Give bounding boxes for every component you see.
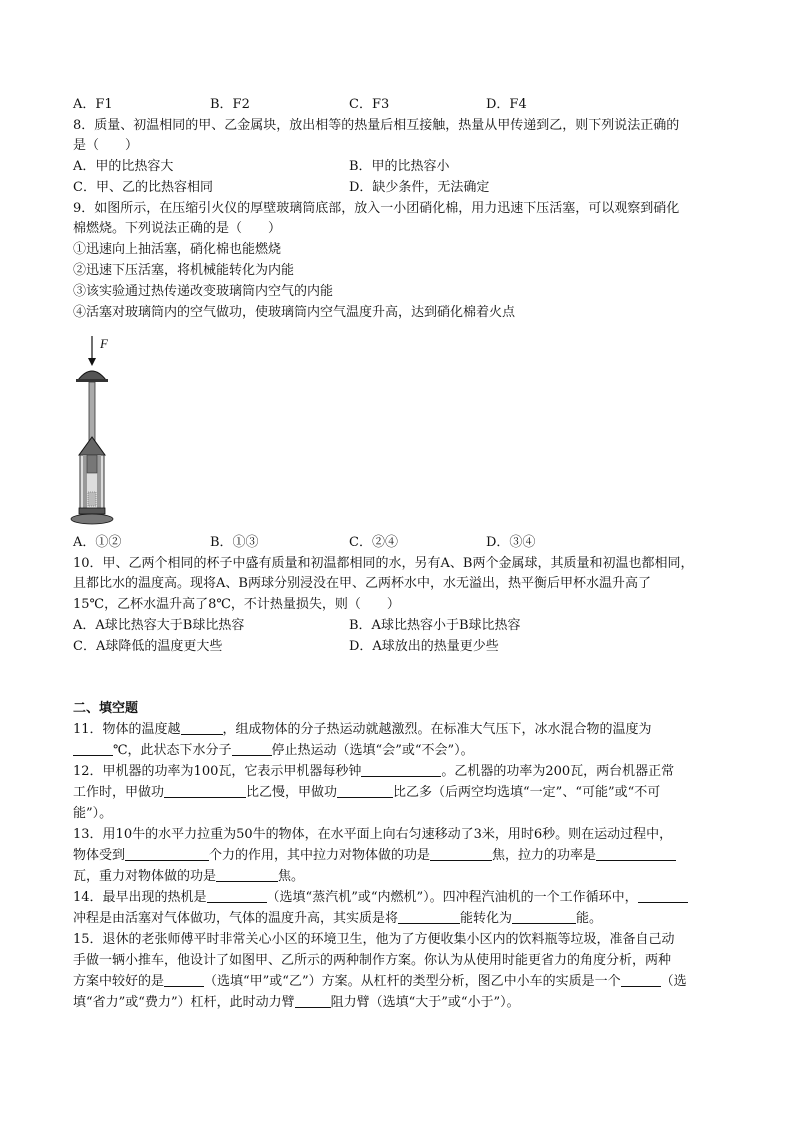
q13-blank-1[interactable] [125,846,209,861]
q10-option-c: C．A球降低的温度更大些 [73,639,223,654]
nitrocellulose [88,492,96,506]
q11-text: ℃，此状态下水分子 [113,743,232,758]
q7-option-b: B．F2 [210,97,250,112]
q11-text: ，组成物体的分子热运动就越激烈。在标准大气压下，冰水混合物的温度为 [222,722,652,737]
q11-line2 [73,741,733,761]
base-collar [79,508,105,514]
q14-text: 14．最早出现的热机是 [73,890,207,905]
q13-text: 个力的作用，其中拉力对物体做的功是 [209,848,431,863]
q9-statement-3: ③该实验通过热传递改变玻璃筒内空气的内能 [73,284,334,299]
q10-stem-line1: 10．甲、乙两个相同的杯子中盛有质量和初温都相同的水，另有A、B两个金属球，其质量和初温也都相同， [73,556,694,571]
q14-text: 能转化为 [460,911,513,926]
q9-option-d: D．③④ [486,535,536,550]
q10-option-d: D．A球放出的热量更少些 [349,639,499,654]
q14-text: 能。 [576,911,603,926]
q9-statement-2: ②迅速下压活塞，将机械能转化为内能 [73,263,295,278]
q12-text: 工作时，甲做功 [73,785,165,800]
q12-text: 比乙慢，甲做功 [246,785,338,800]
q10-option-a: A．A球比热容大于B球比热容 [73,618,245,633]
q9-statement-4: ④活塞对玻璃筒内的空气做功，使玻璃筒内空气温度升高，达到硝化棉着火点 [73,305,516,320]
q14-line2 [73,909,733,929]
barrel-top-cone [79,437,105,455]
q9-stem-line2: 棉燃烧。下列说法正确的是（ ） [73,221,282,236]
glass-tube-shade-right [97,455,101,509]
q13-blank-4[interactable] [216,867,278,882]
q14-blank-4[interactable] [512,909,576,924]
q13-text: 焦。 [278,869,305,884]
q14-text: （选填“蒸汽机”或“内燃机”）。四冲程汽油机的一个工作循环中， [266,890,638,905]
q14-blank-2-head[interactable] [638,888,688,903]
q10-stem-line2: 且都比水的温度高。现将A、B两球分别浸没在甲、乙两杯水中，水无溢出，热平衡后甲杯水温升高了 [73,576,651,591]
q14-text: 冲程是由活塞对气体做功，气体的温度升高，其实质是将 [73,911,399,926]
q15-text: 方案中较好的是 [73,974,165,989]
piston-head [87,455,97,473]
q12-text: 比乙多（后两空均选填“一定”、“可能”或“不可 [393,785,661,800]
q12-blank-1[interactable] [361,762,441,777]
q13-text: 瓦，重力对物体做的功是 [73,869,217,884]
q8-option-c: C．甲、乙的比热容相同 [73,180,213,195]
piston-cap-rim [76,379,108,382]
q12-line1 [73,762,733,782]
q7-option-c: C．F3 [349,97,390,112]
q11-text: 停止热运动（选填“会”或“不会”）。 [271,743,474,758]
q12-text: 。乙机器的功率为200瓦，两台机器正常 [441,764,675,779]
q13-line1: 13．用10牛的水平力拉重为50牛的物体，在水平面上向右匀速移动了3米，用时6秒。则在运动过程中， [73,827,673,842]
q13-line2 [73,846,733,866]
q15-line4 [73,993,733,1013]
q8-stem-line2: 是（ ） [73,138,139,153]
q13-line3 [73,867,733,887]
q7-option-d: D．F4 [486,97,527,112]
q8-stem-line1: 8．质量、初温相同的甲、乙金属块，放出相等的热量后相互接触，热量从甲传递到乙，则下列说法正确的 [73,118,680,133]
q14-blank-3[interactable] [398,909,460,924]
q15-blank-2[interactable] [621,972,661,987]
fire-syringe-figure [70,334,150,526]
q15-text: 填“省力”或“费力”）杠杆，此时动力臂 [73,995,295,1010]
q11-blank-3[interactable] [232,741,272,756]
q10-option-b: B．A球比热容小于B球比热容 [349,618,521,633]
q13-text: 焦，拉力的功率是 [492,848,597,863]
section-heading-fill-in: 二、填空题 [73,701,139,716]
glass-tube-shade-left [83,455,87,509]
q13-blank-3[interactable] [596,846,676,861]
q8-option-a: A．甲的比热容大 [73,159,174,174]
q15-blank-3[interactable] [295,993,331,1008]
q7-option-a: A．F1 [73,97,113,112]
q11-blank-1[interactable] [181,720,223,735]
q13-text: 物体受到 [73,848,126,863]
q11-line1 [73,720,733,740]
q9-option-c: C．②④ [349,535,398,550]
q15-line1: 15．退休的老张师傅平时非常关心小区的环境卫生，他为了方便收集小区内的饮料瓶等垃圾，准备自己动 [73,932,675,947]
q12-blank-2[interactable] [164,783,246,798]
q14-blank-1[interactable] [207,888,267,903]
q12-line2 [73,783,733,803]
q15-blank-1[interactable] [164,972,204,987]
q15-line2: 手做一辆小推车，他设计了如图甲、乙所示的两种制作方案。你认为从使用时能更省力的角度分析，两种 [73,953,672,968]
q9-option-b: B．①③ [210,535,259,550]
q8-option-b: B．甲的比热容小 [349,159,450,174]
q15-text: （选 [660,974,687,989]
q14-line1 [73,888,733,908]
q8-option-d: D．缺少条件，无法确定 [349,180,490,195]
piston-rod [89,382,95,442]
force-label: F [100,336,108,351]
q15-text: 阻力臂（选填“大于”或“小于”）。 [330,995,520,1010]
q12-text: 12．甲机器的功率为100瓦，它表示甲机器每秒钟 [73,764,362,779]
piston-knob [78,371,106,380]
force-arrow-head [88,358,96,366]
base-plate [71,514,113,524]
q12-blank-3[interactable] [337,783,393,798]
q9-option-a: A．①② [73,535,122,550]
q15-text: （选填“甲”或“乙”）方案。从杠杆的类型分析，图乙中小车的实质是一个 [204,974,621,989]
q13-blank-2[interactable] [430,846,492,861]
q9-stem-line1: 9．如图所示，在压缩引火仪的厚壁玻璃筒底部，放入一小团硝化棉，用力迅速下压活塞，可以观察到硝化 [73,201,680,216]
q12-line3: 能”）。 [73,806,113,821]
q9-statement-1: ①迅速向上抽活塞，硝化棉也能燃烧 [73,242,282,257]
q10-stem-line3: 15℃，乙杯水温升高了8℃，不计热量损失，则（ ） [73,597,400,612]
q11-blank-2[interactable] [73,741,113,756]
q11-text: 11．物体的温度越 [73,722,181,737]
q15-line3 [73,972,733,992]
